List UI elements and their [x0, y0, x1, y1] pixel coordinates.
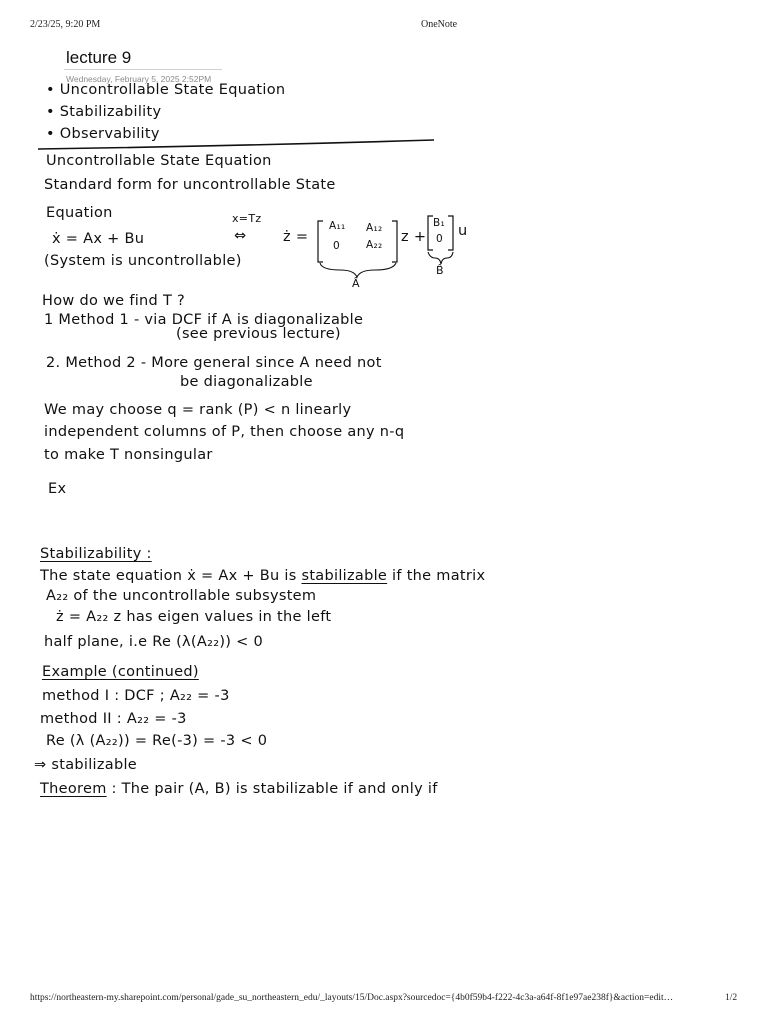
- choose-columns-line-3: to make T nonsingular: [44, 447, 213, 463]
- example-method-1: method I : DCF ; A₂₂ = -3: [42, 688, 230, 704]
- eigen-values-line: ż = A₂₂ z has eigen values in the left: [56, 609, 332, 625]
- system-uncontrollable-note: (System is uncontrollable): [44, 253, 242, 269]
- matrix-a12: A₁₂: [366, 222, 383, 234]
- matrix-a-brace: [320, 263, 396, 277]
- b-hat-label: B̂: [436, 264, 444, 277]
- page-created-date: Wednesday, February 5, 2025 2:52PM: [66, 74, 212, 84]
- section-heading-uncontrollable: Uncontrollable State Equation: [46, 153, 272, 169]
- standard-form-line: Standard form for uncontrollable State: [44, 177, 336, 193]
- print-footer-url: https://northeastern-my.sharepoint.com/personal/gade_su_northeastern_edu/_layouts/15/Doc.aspx?sourcedoc={4b0f59b4-f222-4c3a-a64f-8f1e97ae238f}&action=edit…: [30, 993, 674, 1003]
- matrix-b1: B₁: [433, 217, 446, 229]
- example-method-2: method II : A₂₂ = -3: [40, 711, 187, 727]
- example-continued-heading: Example (continued): [42, 664, 199, 680]
- matrix-b2: 0: [436, 233, 443, 245]
- example-placeholder: Ex: [48, 481, 67, 497]
- equivalence-arrow: ⇔: [234, 228, 247, 244]
- print-page-number: 1/2: [725, 993, 738, 1003]
- choose-columns-line-1: We may choose q = rank (P) < n linearly: [44, 402, 352, 418]
- choose-columns-line-2: independent columns of P, then choose any n-q: [44, 424, 405, 440]
- z-plus: z +: [401, 229, 427, 245]
- bullet-uncontrollable: • Uncontrollable State Equation: [46, 82, 286, 98]
- section-divider-line: [38, 140, 434, 149]
- a22-subsystem-line: A₂₂ of the uncontrollable subsystem: [46, 588, 317, 604]
- find-t-question: How do we find T ?: [42, 293, 186, 309]
- method-2-cont: be diagonalizable: [180, 374, 313, 390]
- real-part-eigenvalue: Re (λ (A₂₂)) = Re(-3) = -3 < 0: [46, 733, 268, 749]
- stabilizability-heading: Stabilizability :: [40, 546, 152, 562]
- matrix-a-right-bracket: [392, 221, 397, 262]
- page-title[interactable]: lecture 9: [66, 48, 132, 67]
- matrix-a21: 0: [333, 240, 340, 252]
- matrix-a-left-bracket: [318, 221, 323, 262]
- theorem-line: Theorem : The pair (A, B) is stabilizable if and only if: [40, 781, 438, 797]
- method-1: 1 Method 1 - via DCF if A is diagonalizable: [44, 312, 364, 328]
- matrix-a22: A₂₂: [366, 239, 383, 251]
- print-app-name: OneNote: [421, 19, 458, 30]
- input-u: u: [458, 223, 468, 239]
- method-2: 2. Method 2 - More general since A need not: [46, 355, 382, 371]
- z-dot-lhs: ż =: [283, 229, 309, 245]
- a-hat-label: Â: [352, 277, 360, 290]
- stabilizable-definition: The state equation ẋ = Ax + Bu is stabilizable if the matrix: [40, 568, 486, 584]
- stabilizable-conclusion: ⇒ stabilizable: [34, 757, 138, 773]
- equation-word: Equation: [46, 205, 113, 221]
- state-equation: ẋ = Ax + Bu: [52, 231, 145, 247]
- method-1-note: (see previous lecture): [176, 326, 341, 342]
- bullet-stabilizability: • Stabilizability: [46, 104, 162, 120]
- matrix-b-brace: [428, 252, 453, 264]
- matrix-b-right-bracket: [448, 216, 453, 250]
- left-half-plane-line: half plane, i.e Re (λ(A₂₂)) < 0: [44, 634, 264, 650]
- transform-label: x=Tz: [232, 212, 262, 225]
- matrix-a11: A₁₁: [329, 220, 346, 232]
- print-datetime: 2/23/25, 9:20 PM: [30, 19, 101, 30]
- bullet-observability: • Observability: [46, 126, 160, 142]
